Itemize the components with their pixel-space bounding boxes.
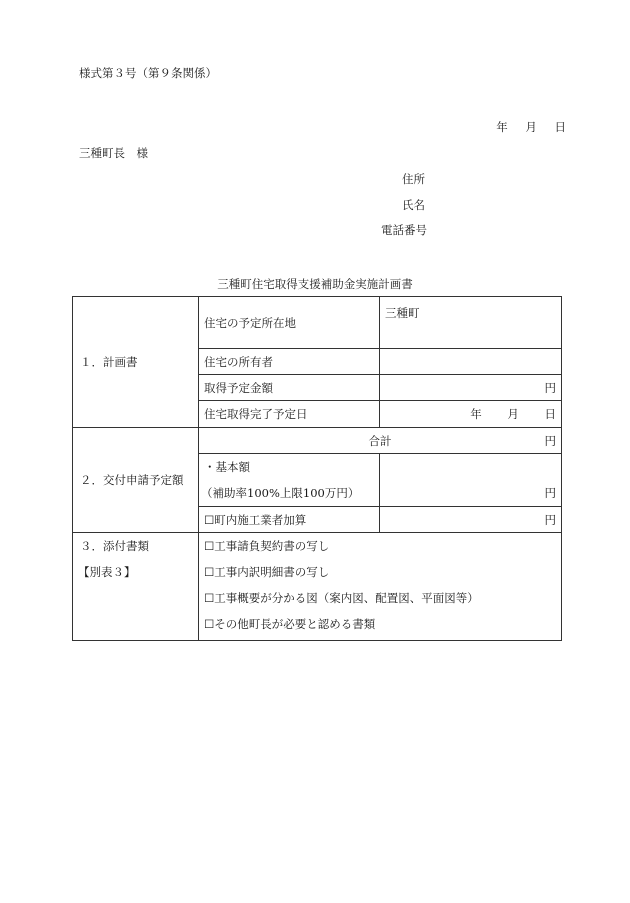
total-label: 合計 bbox=[368, 433, 392, 448]
amount-value[interactable]: 円 bbox=[380, 375, 562, 401]
section2-heading: ２．交付申請予定額 bbox=[73, 428, 199, 533]
name-label: 氏名 bbox=[402, 198, 425, 212]
basic-label: ・基本額 bbox=[204, 460, 250, 474]
basic-amount-cell[interactable] bbox=[199, 454, 562, 507]
owner-value[interactable] bbox=[380, 349, 562, 375]
phone-label: 電話番号 bbox=[381, 223, 427, 237]
table-row bbox=[73, 533, 562, 641]
owner-label: 住宅の所有者 bbox=[199, 349, 380, 375]
recipient: 三種町長 様 bbox=[79, 146, 148, 160]
local-contractor-label[interactable]: ☐町内施工業者加算 bbox=[199, 507, 380, 533]
basic-unit: 円 bbox=[544, 486, 556, 500]
location-value[interactable]: 三種町 bbox=[380, 297, 562, 349]
basic-note: （補助率100%上限100万円） bbox=[201, 486, 360, 500]
table-row bbox=[73, 297, 562, 349]
location-label: 住宅の予定所在地 bbox=[199, 297, 380, 349]
section3-heading: ３．添付書類 bbox=[80, 539, 149, 553]
attachment-item[interactable]: ☐工事請負契約書の写し bbox=[204, 539, 330, 553]
total-row[interactable] bbox=[199, 428, 562, 454]
section1-heading: １．計画書 bbox=[73, 297, 199, 428]
attachment-item[interactable]: ☐工事概要が分かる図（案内図、配置図、平面図等） bbox=[204, 591, 479, 605]
attachment-item[interactable]: ☐工事内訳明細書の写し bbox=[204, 565, 330, 579]
section3-heading-cell bbox=[73, 533, 199, 641]
completion-label: 住宅取得完了予定日 bbox=[199, 401, 380, 428]
completion-value[interactable]: 年 月 日 bbox=[380, 401, 562, 428]
form-number: 様式第３号（第９条関係） bbox=[79, 66, 217, 80]
amount-label: 取得予定金額 bbox=[199, 375, 380, 401]
attachment-item[interactable]: ☐その他町長が必要と認める書類 bbox=[204, 617, 376, 631]
section3-subheading: 【別表３】 bbox=[78, 565, 136, 579]
total-unit: 円 bbox=[544, 433, 556, 448]
attachments-cell bbox=[199, 533, 562, 641]
local-contractor-value[interactable]: 円 bbox=[380, 507, 562, 533]
date-line: 年 月 日 bbox=[496, 120, 566, 134]
document-title: 三種町住宅取得支援補助金実施計画書 bbox=[217, 277, 413, 291]
table-row bbox=[73, 428, 562, 454]
address-label: 住所 bbox=[402, 172, 425, 186]
plan-table bbox=[72, 296, 562, 641]
